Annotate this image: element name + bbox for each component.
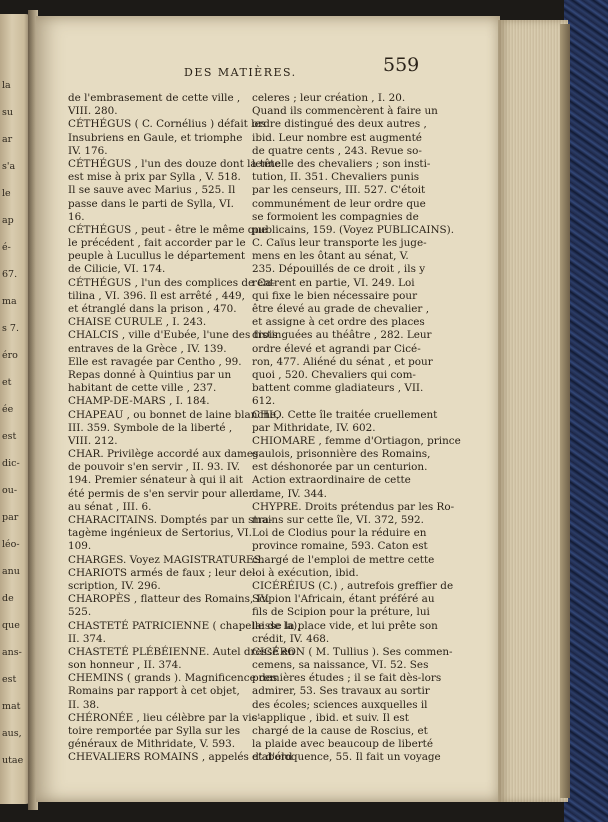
index-line: CHAPEAU , ou bonnet de laine blanche, (68, 408, 280, 421)
left-margin-fragment: la (2, 80, 11, 91)
left-margin-fragment: ap (2, 215, 14, 226)
index-line: C. Caïus leur transporte les juge- (252, 237, 427, 250)
index-line: mens en les ôtant au sénat, V. (252, 250, 409, 263)
index-line: CHARGES. Voyez MAGISTRATURES. (68, 553, 264, 566)
index-line: Romains par rapport à cet objet, (68, 685, 240, 698)
index-line: CÉTHÉGUS ( C. Cornélius ) défait les (68, 118, 266, 131)
index-line: de l'embrasement de cette ville , (68, 92, 241, 104)
index-line: entraves de la Grèce , IV. 139. (68, 342, 227, 355)
index-line: CÉTHÉGUS , l'un des douze dont la tête (68, 157, 281, 170)
index-line: ron, 477. Aliéné du sénat , et pour (252, 355, 433, 368)
index-line: être élevé au grade de chevalier , (252, 303, 429, 315)
index-line: rentrent en partie, VI. 249. Loi (252, 276, 415, 289)
left-margin-fragment: ar (2, 134, 13, 145)
index-line: qui fixe le bien nécessaire pour (252, 289, 418, 302)
index-line: ibid. Leur nombre est augmenté (252, 131, 422, 144)
page-number: 559 (383, 54, 420, 76)
index-line: crédit, IV. 468. (252, 632, 330, 645)
index-line: quoi , 520. Chevaliers qui com- (252, 368, 416, 381)
page-block-edges (498, 20, 568, 802)
index-line: au sénat , III. 6. (68, 500, 152, 513)
index-line: toire remportée par Sylla sur les (68, 725, 241, 737)
index-line: cemens, sa naissance, VI. 52. Ses (252, 659, 429, 672)
running-header: DES MATIÈRES. (184, 66, 297, 79)
index-line: VIII. 280. (68, 105, 118, 118)
index-line: CHARACITAINS. Domptés par un stra- (68, 514, 273, 526)
index-line: CÉTHÉGUS , peut - être le même que (68, 223, 268, 236)
index-line: est mise à prix par Sylla , V. 518. (68, 171, 241, 184)
index-line: Insubriens en Gaule, et triomphe (68, 131, 243, 144)
index-line: tagème ingénieux de Sertorius, VI. (68, 527, 252, 540)
left-margin-fragment: ou- (2, 485, 18, 496)
index-line: par les censeurs, III. 527. C'étoit (252, 184, 426, 197)
index-line: gaulois, prisonnière des Romains, (252, 448, 431, 461)
index-line: son honneur , II. 374. (68, 659, 182, 672)
index-line: CHAR. Privilège accordé aux dames (68, 448, 259, 461)
index-line: 109. (68, 540, 92, 553)
index-line: loi à exécution, ibid. (252, 566, 359, 579)
index-line: CHAISE CURULE , I. 243. (68, 316, 207, 329)
index-line: IV. 176. (68, 144, 108, 157)
index-line: CHASTETÉ PLÉBÉIENNE. Autel dressé en (68, 645, 295, 658)
index-line: et assigne à cet ordre des places (252, 316, 425, 329)
index-line: CHEVALIERS ROMAINS , appelés d'abord (68, 751, 293, 764)
left-margin-fragment: dic- (2, 458, 20, 469)
index-line: CHAROPÈS , flatteur des Romains, IV. (68, 593, 270, 606)
left-margin-fragment: aus, (2, 728, 22, 739)
index-line: celeres ; leur création , I. 20. (252, 92, 406, 104)
index-line: distinguées au théâtre , 282. Leur (252, 329, 432, 342)
index-line: et d'éloquence, 55. Il fait un voyage (252, 751, 441, 764)
index-line: ordre distingué des deux autres , (252, 118, 427, 131)
index-line: CÉTHÉGUS , l'un des complices de Ca- (68, 276, 276, 289)
left-margin-fragment: é- (2, 242, 11, 253)
left-margin-fragment: anu (2, 566, 20, 577)
index-line: 194. Premier sénateur à qui il ait (68, 474, 243, 487)
index-line: CHAMP-DE-MARS , I. 184. (68, 395, 210, 408)
index-line: 235. Dépouillés de ce droit , ils y (252, 263, 426, 276)
index-line: scription, IV. 296. (68, 579, 161, 592)
left-margin-fragment: est (2, 674, 17, 685)
index-line: Action extraordinaire de cette (252, 474, 411, 487)
index-line: été permis de s'en servir pour aller (68, 487, 254, 500)
index-line: de Cilicie, VI. 174. (68, 263, 166, 276)
index-line: publicains, 159. (Voyez PUBLICAINS). (252, 223, 455, 236)
index-line: 612. (252, 395, 276, 408)
left-margin-fragment: ma (2, 296, 17, 307)
index-line: 525. (68, 606, 92, 619)
index-line: habitant de cette ville , 237. (68, 382, 217, 395)
index-line: CHARIOTS armés de faux ; leur de- (68, 566, 256, 579)
index-line: tilina , VI. 396. Il est arrêté , 449, (68, 289, 245, 302)
index-line: Repas donné à Quintius par un (68, 368, 232, 381)
index-line: chargé de l'emploi de mettre cette (252, 553, 435, 566)
index-line: battent comme gladiateurs , VII. (252, 382, 424, 395)
index-line: CHEMINS ( grands ). Magnificence des (68, 672, 278, 685)
index-line: Quand ils commencèrent à faire un (252, 105, 438, 118)
left-margin-fragment: utae (2, 755, 24, 766)
left-margin-fragment: de (2, 593, 14, 604)
index-column-right (252, 92, 461, 765)
index-line: lennelle des chevaliers ; son insti- (252, 157, 431, 170)
index-line: Scipion l'Africain, étant préféré au (252, 593, 435, 606)
index-line: fils de Scipion pour la préture, lui (252, 606, 430, 619)
index-line: communément de leur ordre que (252, 197, 426, 210)
index-line: chargé de la cause de Roscius, et (252, 725, 428, 737)
left-margin-fragment: le (2, 188, 11, 199)
index-line: laisse la place vide, et lui prête son (252, 619, 438, 632)
index-line: CHIOMARE , femme d'Ortiagon, prince (252, 434, 461, 447)
left-margin-fragment: 67. (2, 269, 18, 280)
left-margin-fragment: éro (2, 350, 18, 361)
index-line: généraux de Mithridate, V. 593. (68, 738, 236, 751)
index-line: CHASTETÉ PATRICIENNE ( chapelle de la), (68, 619, 301, 632)
index-line: par Mithridate, IV. 602. (252, 421, 376, 434)
left-margin-fragment: su (2, 107, 13, 118)
index-line: le précédent , fait accorder par le (68, 237, 246, 250)
index-line: des écoles; sciences auxquelles il (252, 698, 428, 711)
index-line: VIII. 212. (68, 434, 118, 447)
index-line: mains sur cette île, VI. 372, 592. (252, 514, 424, 526)
left-page-edge (0, 14, 30, 804)
page-block-shadow (560, 24, 570, 798)
index-line: de quatre cents , 243. Revue so- (252, 144, 422, 157)
left-margin-fragment: s 7. (2, 323, 19, 334)
left-margin-fragment: et (2, 377, 12, 388)
index-line: de pouvoir s'en servir , II. 93. IV. (68, 461, 241, 474)
left-margin-fragment: que (2, 620, 20, 631)
index-line: CICÉRON ( M. Tullius ). Ses commen- (252, 645, 453, 658)
index-line: Loi de Clodius pour la réduire en (252, 527, 427, 540)
left-margin-fragment: est (2, 431, 17, 442)
index-line: CHÉRONÉE , lieu célèbre par la vic- (68, 711, 261, 724)
index-line: dame, IV. 344. (252, 487, 327, 500)
index-line: la plaide avec beaucoup de liberté (252, 738, 434, 751)
left-margin-fragment: ans- (2, 647, 22, 658)
index-line: III. 359. Symbole de la liberté , (68, 421, 233, 434)
index-line: passe dans le parti de Sylla, VI. (68, 197, 234, 210)
index-line: Il se sauve avec Marius , 525. Il (68, 184, 236, 197)
index-line: tution, II. 351. Chevaliers punis (252, 171, 420, 184)
left-margin-fragment: mat (2, 701, 21, 712)
left-margin-fragment: par (2, 512, 19, 523)
index-line: CHALCIS , ville d'Eubée, l'une des trois (68, 329, 278, 342)
index-line: Elle est ravagée par Centho , 99. (68, 355, 242, 368)
index-line: province romaine, 593. Caton est (252, 540, 428, 553)
index-line: est déshonorée par un centurion. (252, 461, 428, 474)
index-line: ordre élevé et agrandi par Cicé- (252, 342, 421, 355)
index-line: 16. (68, 210, 85, 223)
index-line: s'applique , ibid. et suiv. Il est (252, 711, 409, 724)
index-line: II. 374. (68, 632, 106, 645)
index-line: peuple à Lucullus le département (68, 250, 246, 263)
left-margin-fragment: léo- (2, 539, 20, 550)
index-line: CHYPRE. Droits prétendus par les Ro- (252, 500, 455, 513)
book-cover-marbled (564, 0, 608, 822)
index-line: et étranglé dans la prison , 470. (68, 303, 237, 315)
index-line: II. 38. (68, 698, 100, 711)
index-line: premières études ; il se fait dès-lors (252, 672, 442, 685)
index-line: CICÉRÉIUS (C.) , autrefois greffier de (252, 579, 454, 592)
left-margin-fragment: s'a (2, 161, 16, 172)
index-line: admirer, 53. Ses travaux au sortir (252, 685, 430, 698)
index-line: se formoient les compagnies de (252, 210, 419, 223)
left-margin-fragment: ée (2, 404, 14, 415)
index-line: CHIO. Cette île traitée cruellement (252, 408, 438, 421)
right-page (36, 16, 500, 802)
